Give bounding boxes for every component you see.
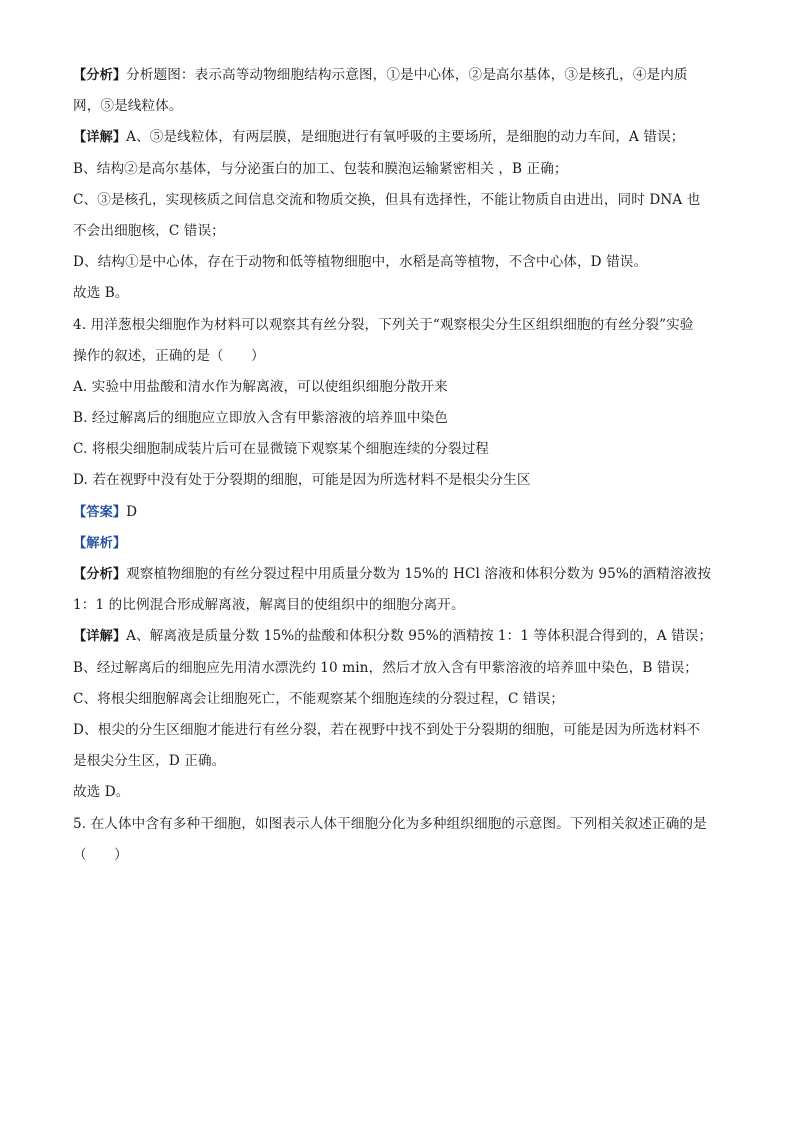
question-stem <box>73 347 723 366</box>
text-line <box>73 565 723 584</box>
text-line <box>73 721 723 740</box>
text-line <box>73 222 723 241</box>
answer-tag: 【答案】 <box>73 504 127 520</box>
line-text: B. 经过解离后的细胞应立即放入含有甲紫溶液的培养皿中染色 <box>73 410 448 427</box>
text-line <box>73 627 723 646</box>
line-text: 分析题图：表示高等动物细胞结构示意图，①是中心体，②是高尔基体，③是核孔，④是内质 <box>126 67 688 83</box>
section-tag: 【详解】 <box>73 130 127 146</box>
option-c <box>73 440 723 459</box>
text-line <box>73 253 723 272</box>
option-b <box>73 409 723 428</box>
line-text: A、⑤是线粒体，有两层膜，是细胞进行有氧呼吸的主要场所，是细胞的动力车间，A 错误； <box>126 129 685 146</box>
line-text: D、根尖的分生区细胞才能进行有丝分裂，若在视野中找不到处于分裂期的细胞，可能是因为所选材料不 <box>73 721 701 738</box>
text-line <box>73 752 723 771</box>
line-text: A、解离液是质量分数 15%的盐酸和体积分数 95%的酒精按 1：1 等体积混合得到的，A 错误； <box>126 628 713 645</box>
line-text: （ ） <box>73 846 128 863</box>
text-line <box>73 659 723 678</box>
line-text: 故选 D。 <box>73 784 130 801</box>
analysis-heading <box>73 534 723 553</box>
line-text: 是根尖分生区，D 正确。 <box>73 753 226 770</box>
line-text: 操作的叙述，正确的是（ ） <box>73 347 265 364</box>
line-text: 4. 用洋葱根尖细胞作为材料可以观察其有丝分裂，下列关于“观察根尖分生区组织细胞的有丝分裂”实验 <box>73 316 694 333</box>
line-text: B、结构②是高尔基体，与分泌蛋白的加工、包装和膜泡运输紧密相关 ，B 正确； <box>73 160 568 177</box>
question-stem <box>73 846 723 865</box>
section-tag: 【分析】 <box>73 68 127 83</box>
text-line <box>73 66 723 85</box>
line-text: 1：1 的比例混合形成解离液，解离目的使组织中的细胞分离开。 <box>73 597 465 614</box>
line-text: D. 若在视野中没有处于分裂期的细胞，可能是因为所选材料不是根尖分生区 <box>73 472 531 489</box>
text-line <box>73 160 723 179</box>
text-line <box>73 128 723 147</box>
question-stem <box>73 815 723 834</box>
line-text: 网，⑤是线粒体。 <box>73 98 183 115</box>
line-text: B、经过解离后的细胞应先用清水漂洗约 10 min，然后才放入含有甲紫溶液的培养皿中染色，B 错误； <box>73 659 698 676</box>
line-text: 故选 B。 <box>73 285 129 302</box>
analysis-tag: 【解析】 <box>73 535 127 551</box>
answer-line <box>73 503 723 522</box>
text-line <box>73 284 723 303</box>
line-text: A. 实验中用盐酸和清水作为解离液，可以使组织细胞分散开来 <box>73 378 448 395</box>
document-page <box>73 66 723 877</box>
text-line <box>73 596 723 615</box>
option-d <box>73 471 723 490</box>
text-line <box>73 191 723 210</box>
line-text: 不会出细胞核，C 错误； <box>73 222 225 239</box>
line-text: C、③是核孔，实现核质之间信息交流和物质交换，但具有选择性，不能让物质自由进出，同时 DNA 也 <box>73 191 701 208</box>
line-text: C、将根尖细胞解离会让细胞死亡，不能观察某个细胞连续的分裂过程，C 错误； <box>73 690 565 707</box>
option-a <box>73 378 723 397</box>
question-stem <box>73 316 723 335</box>
line-text: 5. 在人体中含有多种干细胞，如图表示人体干细胞分化为多种组织细胞的示意图。下列相关叙述正确的是 <box>73 815 707 832</box>
text-line <box>73 783 723 802</box>
line-text: 观察植物细胞的有丝分裂过程中用质量分数为 15%的 HCl 溶液和体积分数为 95%的酒精溶液按 <box>126 566 712 582</box>
line-text: D、结构①是中心体，存在于动物和低等植物细胞中，水稻是高等植物，不含中心体，D 错误。 <box>73 254 648 271</box>
answer-value: D <box>126 503 138 520</box>
text-line <box>73 690 723 709</box>
text-line <box>73 97 723 116</box>
section-tag: 【详解】 <box>73 629 127 645</box>
line-text: C. 将根尖细胞制成装片后可在显微镜下观察某个细胞连续的分裂过程 <box>73 441 489 458</box>
section-tag: 【分析】 <box>73 567 127 582</box>
